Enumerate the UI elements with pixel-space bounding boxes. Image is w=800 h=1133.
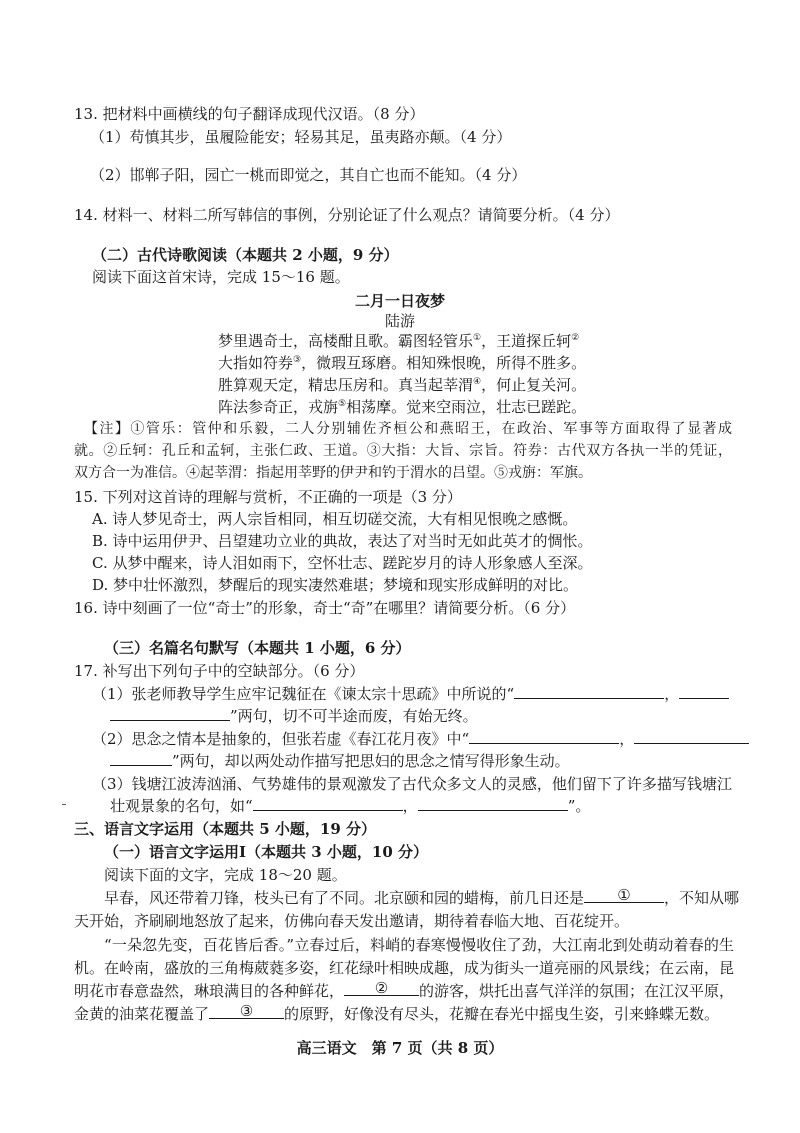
- poem-note-2: 就。②丘轲：孔丘和孟轲，主张仁政、王道。③大指：大旨、宗旨。符券：古代双方各执一半的凭证，: [74, 443, 732, 459]
- q14-title: 14. 材料一、材料二所写韩信的事例，分别论证了什么观点？请简要分析。（4 分）: [74, 206, 620, 224]
- q15-option-a: A. 诗人梦见奇士，两人宗旨相同，相互切磋交流，大有相见恨晚之感慨。: [92, 510, 578, 528]
- q13-sentence-2: （2）邯郸子阳，园亡一桃而即觉之，其自亡也而不能知。（4 分）: [90, 166, 527, 184]
- answer-blank[interactable]: [110, 706, 230, 721]
- poem-note-3: 双方合一为准信。④起莘渭：指起用莘野的伊尹和钓于渭水的吕望。⑤戎旃：军旗。: [74, 465, 592, 481]
- q17-item-2-line-2: ”两句，却以两处动作描写把思妇的思念之情写得形象生动。: [110, 750, 570, 773]
- q16-title: 16. 诗中刻画了一位“奇士”的形象，奇士“奇”在哪里？请简要分析。（6 分）: [74, 599, 576, 617]
- passage-line-5: 明花市春意盎然，琳琅满目的各种鲜花， ② 的游客，烘托出喜气洋洋的氛围；在江汉平原，: [74, 979, 735, 1000]
- q17-item-1-line-2: ”两句，切不可半途而废，有始无终。: [110, 705, 478, 728]
- part-3-header: 三、语言文字运用（本题共 5 小题，19 分）: [74, 820, 376, 838]
- answer-blank[interactable]: [679, 684, 729, 699]
- section-2-intro: 阅读下面这首宋诗，完成 15～16 题。: [92, 268, 350, 286]
- poem-title: 二月一日夜梦: [354, 292, 445, 310]
- q17-item-1-line-1: （1）张老师教导学生应牢记魏征在《谏太宗十思疏》中所说的“ ，: [92, 683, 729, 706]
- passage-line-6: 金黄的油菜花覆盖了 ③ 的原野，好像没有尽头，花瓣在春光中摇曳生姿，引来蜂蝶无数。: [74, 1002, 720, 1023]
- poem-line-4: 阵法参奇正，戎旃⑤相荡摩。觉来空雨泣，壮志已蹉跎。: [218, 398, 587, 416]
- poem-author: 陆游: [384, 312, 415, 330]
- q17-item-2-line-1: （2）思念之情本是抽象的，但张若虚《春江花月夜》中“ ，: [92, 728, 749, 751]
- passage-line-2: 天开始，齐刷刷地怒放了起来，仿佛向春天发出邀请，期待着春临大地、百花绽开。: [74, 912, 630, 930]
- passage-line-4: 机。在岭南，盛放的三角梅葳蕤多姿，红花绿叶相映成趣，成为街头一道亮丽的风景线；在云南，昆: [74, 959, 735, 977]
- passage-blank-1[interactable]: ①: [584, 888, 664, 903]
- answer-blank[interactable]: [514, 684, 664, 699]
- passage-blank-3[interactable]: ③: [209, 1004, 284, 1019]
- section-3-1-header: （一）语言文字运用Ⅰ（本题共 3 小题，10 分）: [104, 843, 428, 861]
- q17-item-3-line-1: （3）钱塘江波涛汹涌、气势雄伟的景观激发了古代众多文人的灵感，他们留下了许多描写钱塘江: [92, 775, 732, 793]
- q15-option-c: C. 从梦中醒来，诗人泪如雨下，空怀壮志、蹉跎岁月的诗人形象感人至深。: [92, 554, 593, 572]
- answer-blank[interactable]: [253, 796, 403, 811]
- q13-sentence-1: （1）苟慎其步，虽履险能安；轻易其足，虽夷路亦颠。（4 分）: [90, 128, 512, 146]
- q15-title: 15. 下列对这首诗的理解与赏析，不正确的一项是（3 分）: [74, 488, 462, 506]
- poem-note-1: 【注】①管乐：管仲和乐毅，二人分别辅佐齐桓公和燕昭王，在政治、军事等方面取得了显著成: [84, 421, 732, 437]
- passage-blank-2[interactable]: ②: [344, 981, 419, 996]
- passage-line-3: “一朵忽先变，百花皆后香。”立春过后，料峭的春寒慢慢收住了劲，大江南北到处萌动着春的生: [104, 936, 734, 954]
- q13-title: 13. 把材料中画横线的句子翻译成现代汉语。（8 分）: [74, 105, 425, 123]
- q17-title: 17. 补写出下列句子中的空缺部分。（6 分）: [74, 662, 365, 680]
- poem-line-1: 梦里遇奇士，高楼酣且歌。霸图轻管乐①，王道探丘轲②: [218, 332, 580, 350]
- page-footer: 高三语文 第 7 页（共 8 页）: [296, 1039, 504, 1057]
- section-3-header: （三）名篇名句默写（本题共 1 小题，6 分）: [104, 639, 411, 657]
- q15-option-d: D. 梦中壮怀激烈，梦醒后的现实凄然难堪；梦境和现实形成鲜明的对比。: [92, 576, 579, 594]
- q17-item-3-line-2: 壮观景象的名句，如“ ， ”。: [110, 797, 591, 815]
- poem-line-3: 胜算观天定，精忠压房和。真当起莘渭④，何止复关河。: [218, 376, 587, 394]
- scan-mark: [62, 804, 66, 805]
- answer-blank[interactable]: [418, 796, 568, 811]
- answer-blank[interactable]: [110, 751, 172, 766]
- poem-line-2: 大指如符券③，微瑕互琢磨。相知殊恨晚，所得不胜多。: [218, 354, 587, 372]
- passage-line-1: 早春，风还带着刀锋，枝头已有了不同。北京颐和园的蜡梅，前几日还是 ① ，不知从哪: [104, 886, 740, 907]
- q15-option-b: B. 诗中运用伊尹、吕望建功立业的典故，表达了对当时无如此英才的惆怅。: [92, 532, 593, 550]
- section-2-header: （二）古代诗歌阅读（本题共 2 小题，9 分）: [92, 246, 399, 264]
- answer-blank[interactable]: [634, 729, 749, 744]
- section-3-1-intro: 阅读下面的文字，完成 18～20 题。: [104, 866, 347, 884]
- answer-blank[interactable]: [469, 729, 619, 744]
